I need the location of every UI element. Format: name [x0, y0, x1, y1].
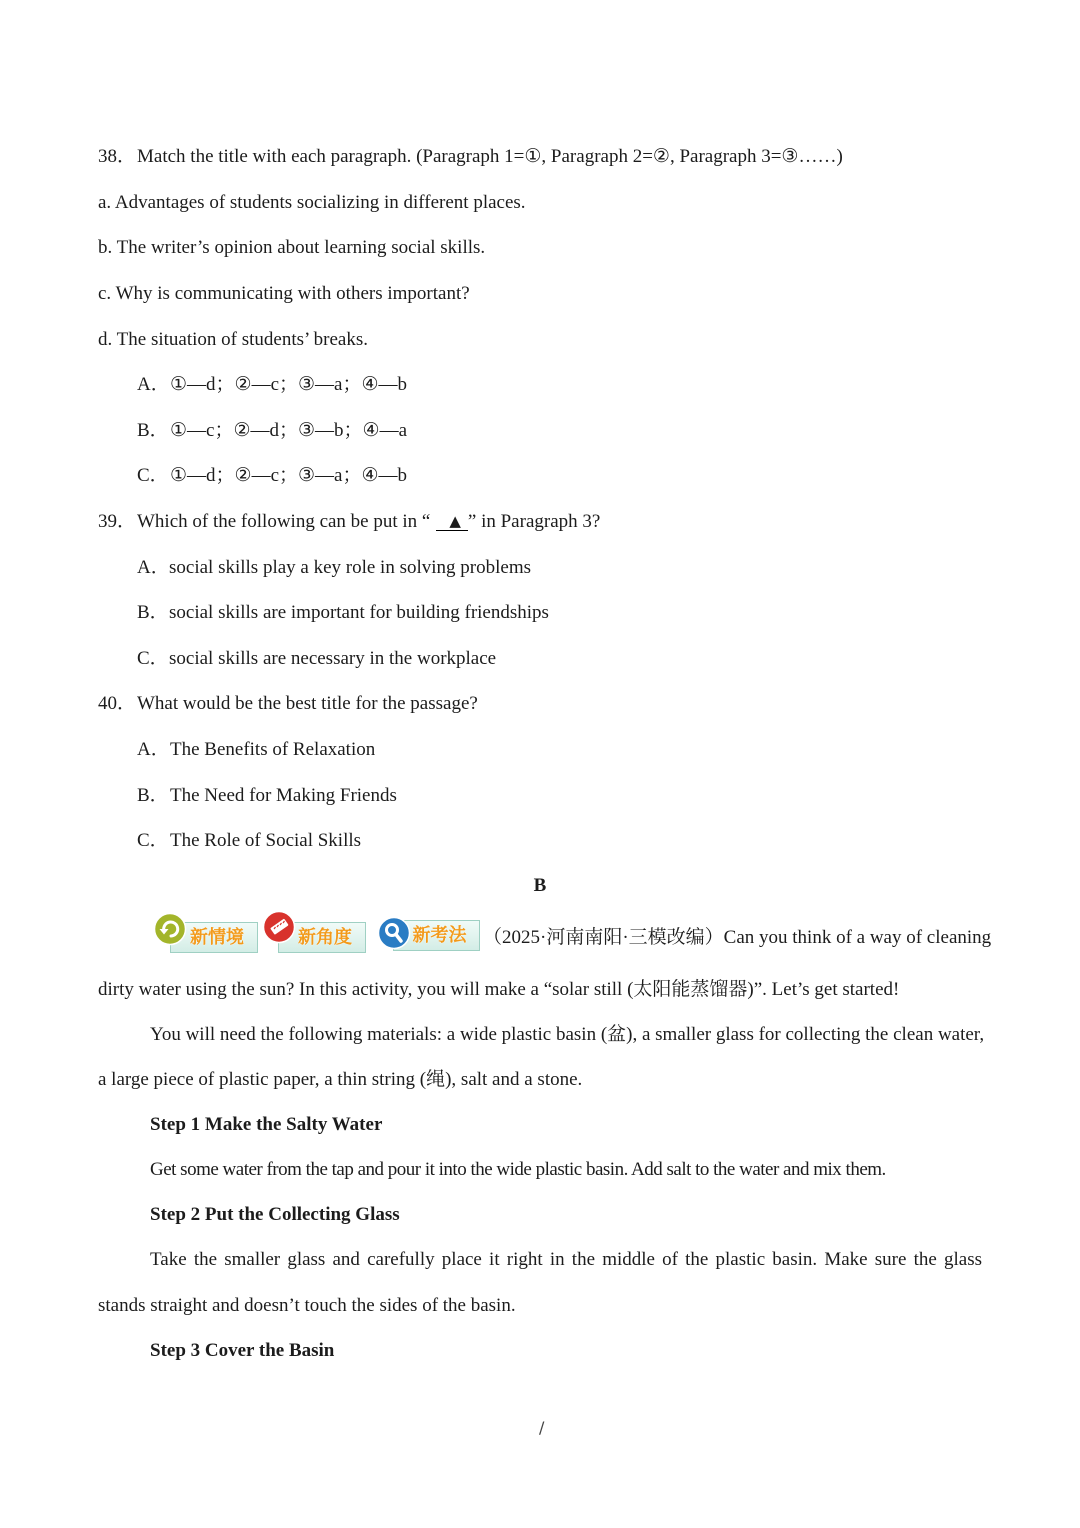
question-38-option-b-text: ①—c；②—d；③—b；④—a — [170, 420, 407, 441]
question-38-number: 38． — [98, 146, 137, 167]
question-39-option-b-text: social skills are important for building friendships — [169, 602, 549, 623]
question-40-option-a-label: A． — [137, 739, 170, 760]
step-3-heading: Step 3 Cover the Basin — [150, 1340, 335, 1361]
question-38-option-a-text: ①—d；②—c；③—a；④—b — [170, 374, 407, 395]
badge-new-context-label: 新情境 — [190, 927, 244, 948]
step-2-text-line-2: stands straight and doesn’t touch the sides of the basin. — [98, 1295, 516, 1316]
badge-new-method-label: 新考法 — [412, 925, 467, 946]
intro-line-2: dirty water using the sun? In this activity, you will make a “solar still (太阳能蒸馏器)”. Let’s get started! — [98, 979, 900, 1000]
question-39-option-c-label: C． — [137, 648, 169, 669]
question-39-number: 39． — [98, 511, 137, 532]
question-39-option-c-text: social skills are necessary in the workplace — [169, 648, 497, 669]
question-39-stem-before: Which of the following can be put in “ — [137, 511, 431, 532]
question-39-option-a-text: social skills play a key role in solving problems — [169, 557, 532, 578]
question-40-option-b-label: B． — [137, 785, 169, 806]
question-40-option-a-text: The Benefits of Relaxation — [170, 739, 376, 760]
source-note: （2025·河南南阳·三模改编） — [483, 927, 724, 948]
materials-line-2: a large piece of plastic paper, a thin string (绳), salt and a stone. — [98, 1069, 583, 1090]
question-38-option-c-label: C． — [137, 465, 169, 486]
question-38-option-a-label: A． — [137, 374, 170, 395]
page-footer-marker: / — [539, 1418, 545, 1437]
paragraph-title-d: d. The situation of students’ breaks. — [98, 329, 368, 350]
question-40-option-b-text: The Need for Making Friends — [170, 785, 397, 806]
question-40-stem: What would be the best title for the passage? — [137, 693, 478, 714]
question-39-stem-after: ” in Paragraph 3? — [467, 511, 601, 532]
refresh-arrow-icon — [153, 912, 187, 946]
intro-text-start: Can you think of a way of cleaning — [723, 927, 992, 948]
question-39-option-a-label: A． — [137, 557, 170, 578]
section-b-heading: B — [533, 875, 547, 896]
magnifier-icon — [377, 916, 411, 950]
materials-line-1: You will need the following materials: a wide plastic basin (盆), a smaller glass for collecting the clean water, — [150, 1024, 985, 1045]
intro-line-1 — [483, 926, 992, 950]
step-1-text: Get some water from the tap and pour it into the wide plastic basin. Add salt to the water and mix them. — [150, 1159, 886, 1180]
answer-blank-triangle: ▲ — [436, 513, 468, 531]
question-38-option-c-text: ①—d；②—c；③—a；④—b — [170, 465, 407, 486]
paragraph-title-a: a. Advantages of students socializing in different places. — [98, 192, 526, 213]
question-40-option-c-text: The Role of Social Skills — [170, 830, 362, 851]
step-2-text-line-1: Take the smaller glass and carefully place it right in the middle of the plastic basin. Make sure the glass — [150, 1249, 982, 1270]
question-40-option-c-label: C． — [137, 830, 169, 851]
question-39-option-b-label: B． — [137, 602, 169, 623]
question-38-option-b-label: B． — [137, 420, 169, 441]
question-38-stem: Match the title with each paragraph. (Paragraph 1=①, Paragraph 2=②, Paragraph 3=③……) — [137, 146, 843, 167]
paragraph-title-c: c. Why is communicating with others important? — [98, 283, 470, 304]
step-1-heading: Step 1 Make the Salty Water — [150, 1114, 383, 1135]
badge-new-angle-label: 新角度 — [298, 927, 352, 948]
step-2-heading: Step 2 Put the Collecting Glass — [150, 1204, 400, 1225]
question-39-stem — [137, 510, 600, 534]
ruler-icon — [262, 910, 296, 944]
paragraph-title-b: b. The writer’s opinion about learning social skills. — [98, 237, 486, 258]
question-40-number: 40． — [98, 693, 137, 714]
